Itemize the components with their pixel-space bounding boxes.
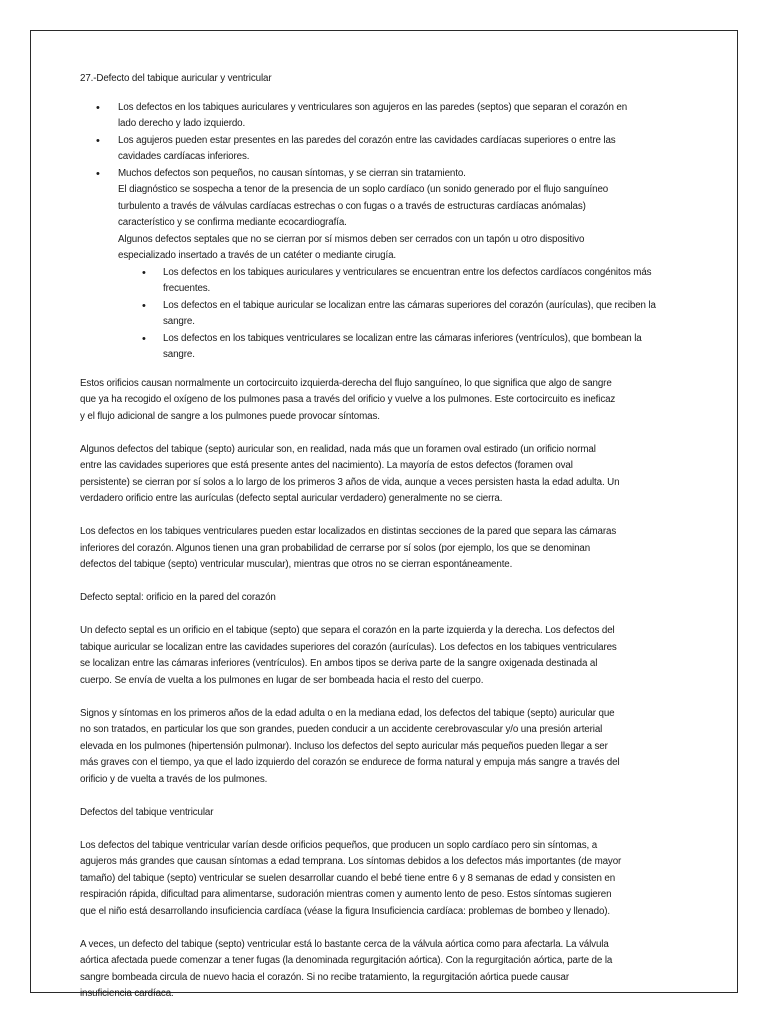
sub-bullet-item [118, 265, 710, 298]
bullet-item [80, 133, 710, 166]
text-line: Estos orificios causan normalmente un cortocircuito izquierda-derecha del flujo sanguíneo, lo que significa que algo de sangre [80, 377, 612, 389]
bullet-item [80, 166, 710, 364]
text-line: • Los defectos en el tabique auricular se localizan entre las cámaras superiores del corazón (aurículas), que reciben la [163, 299, 656, 311]
text-line: • Los defectos en los tabiques auriculares y ventriculares son agujeros en las paredes (septos) que separan el corazón en [118, 101, 628, 113]
text-line: más graves con el tiempo, ya que el lado izquierdo del corazón se endurece de forma natural y empuja más sangre a través del [80, 757, 620, 768]
bullet-list [80, 100, 710, 364]
text-line: especializado insertado a través de un catéter o mediante cirugía. [118, 250, 396, 261]
text-line: insuficiencia cardíaca. [80, 988, 174, 999]
text-line: entre las cavidades superiores que está presente antes del nacimiento). La mayoría de estos defectos (foramen oval [80, 460, 573, 471]
text-line: respiración rápida, dificultad para alimentarse, sudoración mientras comen y aumento lento de peso. Estos síntomas sugieren [80, 889, 612, 900]
text-line: sangre. [163, 316, 195, 327]
text-line: tamaño) del tabique (septo) ventricular se suelen desarrollar cuando el bebé tiene entre 6 y 8 semanas de edad y consisten en [80, 872, 616, 884]
paragraph [80, 524, 710, 574]
text-line: cuerpo. Se envía de vuelta a los pulmones en lugar de ser bombeada hacia el resto del cuerpo. [80, 674, 484, 686]
text-line: tabique auricular se localizan entre las cavidades superiores del corazón (aurículas). Los defectos en los tabiques ventriculares [80, 641, 617, 653]
section-title: 27.-Defecto del tabique auricular y ventricular [80, 73, 272, 84]
paragraph [80, 376, 710, 426]
text-line: Los defectos del tabique ventricular varían desde orificios pequeños, que producen un soplo cardíaco pero sin síntomas, a [80, 839, 598, 851]
text-line: • Los agujeros pueden estar presentes en las paredes del corazón entre las cavidades cardíacas superiores o entre las [118, 134, 616, 146]
subheading [80, 805, 710, 822]
paragraph [80, 706, 710, 789]
document-content [80, 71, 710, 1019]
text-line: Defectos del tabique ventricular [80, 806, 214, 818]
text-line: El diagnóstico se sospecha a tenor de la presencia de un soplo cardíaco (un sonido generado por el flujo sanguíneo [118, 184, 609, 195]
text-line: A veces, un defecto del tabique (septo) ventricular está lo bastante cerca de la válvula aórtica como para afectarla. La válvula [80, 938, 609, 950]
paragraph [80, 442, 710, 508]
paragraphs [80, 376, 710, 1003]
text-line: inferiores del corazón. Algunos tienen una gran probabilidad de cerrarse por sí solos (por ejemplo, los que se denominan [80, 542, 591, 554]
text-line: aórtica afectada puede comenzar a tener fugas (la denominada regurgitación aórtica). Con la regurgitación aórtica, parte de la [80, 955, 613, 966]
text-line: Defecto septal: orificio en la pared del corazón [80, 592, 276, 603]
paragraph [80, 838, 710, 921]
text-line: sangre. [163, 349, 195, 360]
text-line: y el flujo adicional de sangre a los pulmones puede provocar síntomas. [80, 410, 380, 422]
text-line: lado derecho y lado izquierdo. [118, 118, 246, 129]
sub-bullet-item [118, 331, 710, 364]
paragraph [80, 623, 710, 689]
text-line: elevada en los pulmones (hipertensión pulmonar). Incluso los defectos del septo auricular más pequeños pueden llegar a ser [80, 740, 608, 752]
text-line: sangre bombeada circula de nuevo hacia el corazón. Si no recibe tratamiento, la regurgitación aórtica puede causar [80, 971, 569, 983]
paragraph [80, 937, 710, 1003]
text-line: agujeros más grandes que causan síntomas a edad temprana. Los síntomas debidos a los defectos más importantes (de mayor [80, 856, 622, 867]
text-line: turbulento a través de válvulas cardíacas estrechas o con fugas o a través de estructuras cardíacas anómalas) [118, 200, 586, 212]
text-line: no son tratados, en particular los que son grandes, pueden conducir a un accidente cerebrovascular y/o una presión arterial [80, 724, 603, 735]
text-line: Signos y síntomas en los primeros años de la edad adulta o en la mediana edad, los defectos del tabique (septo) auricular que [80, 707, 615, 719]
sub-bullet-item [118, 298, 710, 331]
text-line: cavidades cardíacas inferiores. [118, 151, 250, 162]
text-line: frecuentes. [163, 283, 211, 294]
text-line: característico y se confirma mediante ecocardiografía. [118, 217, 347, 228]
text-line: persistente) se cierran por sí solos a lo largo de los primeros 3 años de vida, aunque a veces persisten hasta la edad adulta. Un [80, 476, 620, 488]
text-line: orificio y de vuelta a través de los pulmones. [80, 773, 268, 785]
text-line: que ya ha recogido el oxígeno de los pulmones pasa a través del orificio y vuelve a los pulmones. Este cortocircuito es ineficaz [80, 394, 616, 405]
text-line: que el niño está desarrollando insuficiencia cardíaca (véase la figura Insuficiencia cardíaca: problemas de bombeo y llenado). [80, 905, 611, 917]
bullet-item [80, 100, 710, 133]
subheading [80, 590, 710, 607]
text-line: Un defecto septal es un orificio en el tabique (septo) que separa el corazón en la parte izquierda y la derecha. Los defectos del [80, 625, 615, 636]
sub-bullet-list [118, 265, 710, 364]
text-line: defectos del tabique (septo) ventricular muscular), mientras que otros no se cierran espontáneamente. [80, 559, 513, 570]
text-line: • Los defectos en los tabiques auriculares y ventriculares se encuentran entre los defectos cardíacos congénitos más [163, 266, 652, 278]
text-line: Los defectos en los tabiques ventriculares pueden estar localizados en distintas secciones de la pared que separa las cámaras [80, 526, 617, 537]
document-page [30, 30, 738, 999]
text-line: se localizan entre las cámaras inferiores (ventrículos). En ambos tipos se deriva parte de la sangre oxigenada destinada al [80, 658, 598, 669]
text-line: Algunos defectos del tabique (septo) auricular son, en realidad, nada más que un foramen oval estirado (un orificio normal [80, 443, 596, 455]
text-line: Algunos defectos septales que no se cierran por sí mismos deben ser cerrados con un tapón u otro dispositivo [118, 233, 585, 245]
text-line: • Los defectos en los tabiques ventriculares se localizan entre las cámaras inferiores (ventrículos), que bombean la [163, 332, 642, 344]
text-line: verdadero orificio entre las aurículas (defecto septal auricular verdadero) generalmente no se cierra. [80, 493, 503, 504]
text-line: • Muchos defectos son pequeños, no causan síntomas, y se cierran sin tratamiento. [118, 167, 466, 179]
